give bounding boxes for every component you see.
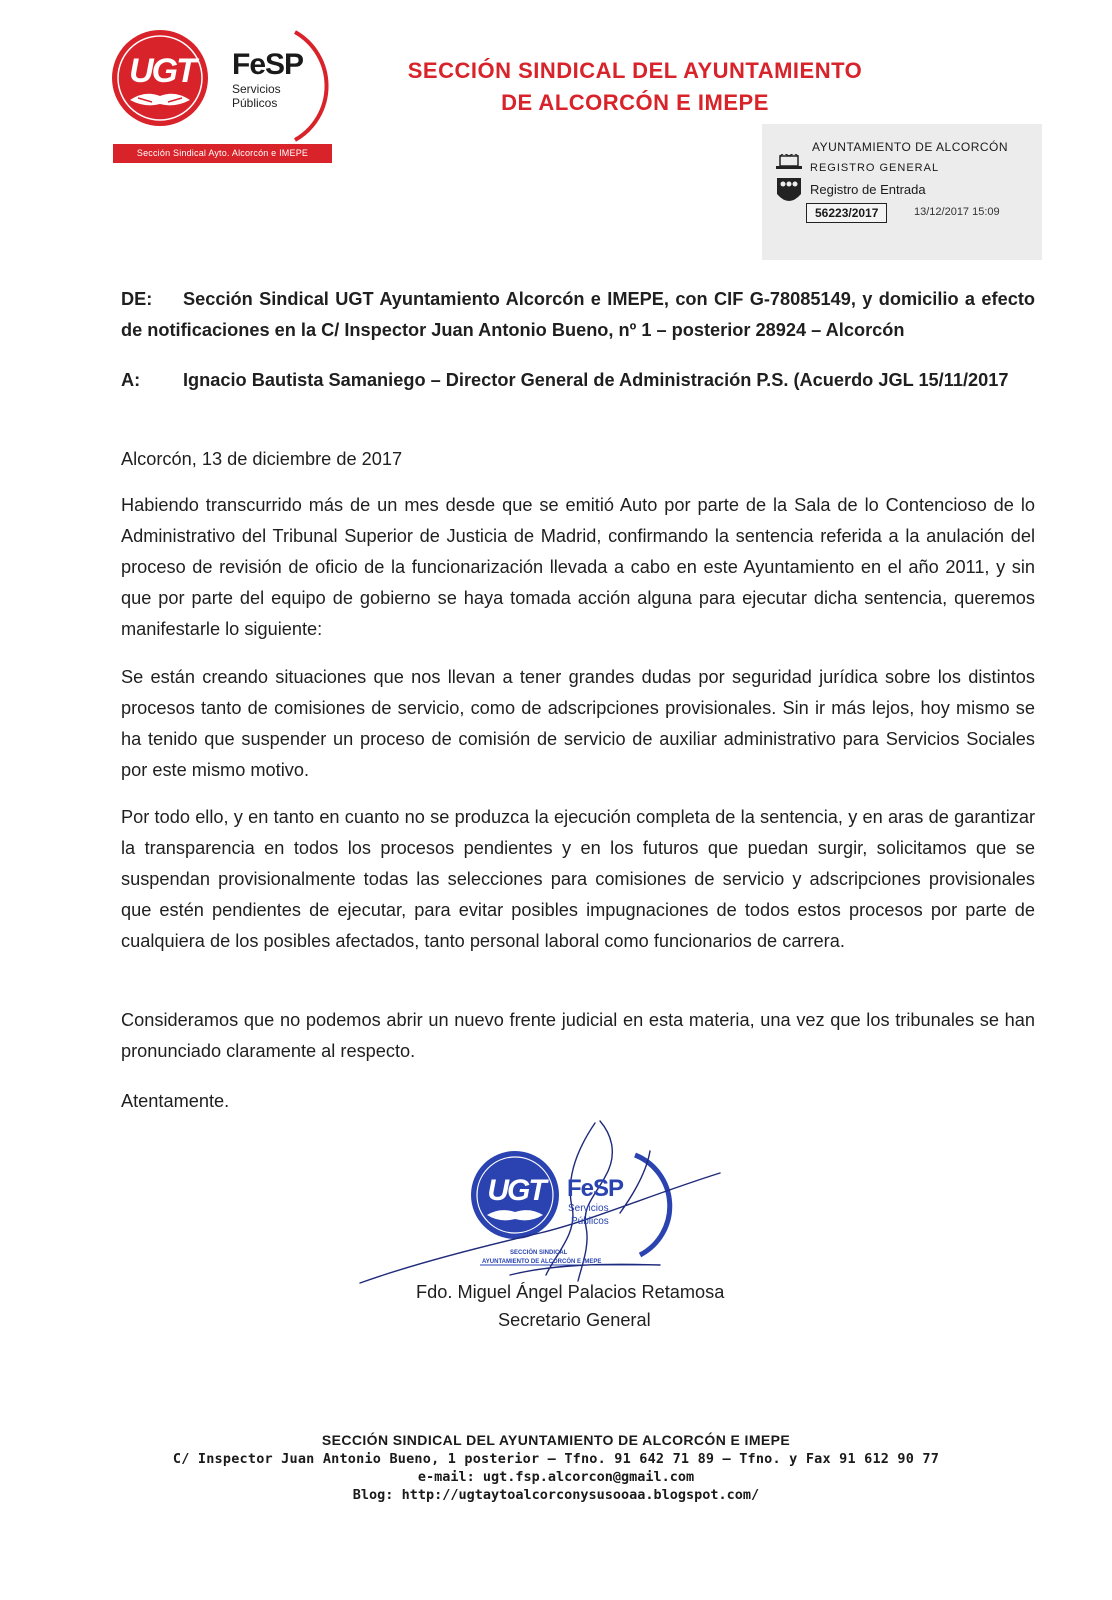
footer-blog: Blog: http://ugtaytoalcorconysusooaa.blogspot.com/ (352, 1487, 760, 1503)
from-block (121, 284, 1035, 346)
seal-strip-1: SECCIÓN SINDICAL (510, 1250, 568, 1256)
logo-strip: Sección Sindical Ayto. Alcorcón e IMEPE (113, 144, 332, 163)
stamp-entry-number: 56223/2017 (806, 203, 887, 223)
date-line: Alcorcón, 13 de diciembre de 2017 (121, 449, 403, 469)
stamp-registry: REGISTRO GENERAL (810, 162, 940, 174)
registry-stamp (762, 124, 1042, 260)
paragraph-3: Por todo ello, y en tanto en cuanto no se produzca la ejecución completa de la sentencia, y en aras de garantizar la transparencia en todos los procesos pendientes y en los futuros que puedan surgir, solicitamos que se suspendan provisionalmente todas las selecciones para comisiones de servicio y adscripciones provisionales que estén pendientes de ejecutar, para evitar posibles impugnaciones de todos estos procesos por parte de cualquiera de los posibles afectados, tanto personal laboral como funcionarios de carrera. (121, 807, 1035, 951)
stamp-entry-label: Registro de Entrada (810, 182, 926, 197)
to-block (121, 365, 1035, 396)
stamp-organization: AYUNTAMIENTO DE ALCORCÓN (812, 140, 1009, 154)
logo-ugt-text: UGT (129, 52, 195, 90)
paragraph-2: Se están creando situaciones que nos llevan a tener grandes dudas por seguridad jurídica sobre los distintos procesos tanto de comisiones de servicio, como de adscripciones provisionales. Sin ir más lejos, hoy mismo se ha tenido que suspender un proceso de comisión de servicio de auxiliar administrativo para Servicios Sociales por este mismo motivo. (121, 667, 1035, 780)
ugt-fesp-logo (110, 22, 340, 164)
logo-subtitle-2: Públicos (232, 96, 278, 110)
footer-organization: SECCIÓN SINDICAL DEL AYUNTAMIENTO DE ALCORCÓN E IMEPE (321, 1432, 791, 1448)
seal-strip-2: AYUNTAMIENTO DE ALCORCÓN E IMEPE (482, 1259, 602, 1265)
logo-fesp-text: FeSP (232, 48, 304, 81)
paragraph-4: Consideramos que no podemos abrir un nuevo frente judicial en esta materia, una vez que los tribunales se han pronunciado claramente al respecto. (121, 1010, 1035, 1061)
paragraph-1: Habiendo transcurrido más de un mes desde que se emitió Auto por parte de la Sala de lo Contencioso de lo Administrativo del Tribunal Superior de Justicia de Madrid, confirmando la sentencia referida a la anulación del proceso de revisión de oficio de la funcionarización llevada a cabo en este Ayuntamiento en el año 2011, y sin que por parte del equipo de gobierno se haya tomada acción alguna para ejecutar dicha sentencia, queremos manifestarle lo siguiente: (121, 495, 1035, 639)
to-text: Ignacio Bautista Samaniego – Director General de Administración P.S. (Acuerdo JGL 15/11/2017 (183, 370, 1009, 390)
seal-subtitle-1: Servicios (568, 1203, 609, 1214)
to-label: A: (121, 370, 141, 390)
signer-name: Fdo. Miguel Ángel Palacios Retamosa (416, 1282, 725, 1302)
header-title-line-2: DE ALCORCÓN E IMEPE (501, 90, 769, 115)
footer-email: e-mail: ugt.fsp.alcorcon@gmail.com (417, 1469, 695, 1485)
crest-icon (774, 154, 804, 210)
signer-role: Secretario General (498, 1310, 651, 1330)
header-title-line-1: SECCIÓN SINDICAL DEL AYUNTAMIENTO (407, 58, 863, 83)
closing: Atentamente. (121, 1091, 230, 1111)
stamp-datetime: 13/12/2017 15:09 (914, 206, 1000, 218)
footer-address: C/ Inspector Juan Antonio Bueno, 1 posterior – Tfno. 91 642 71 89 – Tfno. y Fax 91 612 90 77 (172, 1451, 940, 1467)
seal-ugt-text: UGT (487, 1174, 545, 1207)
seal-subtitle-2: Públicos (571, 1216, 609, 1227)
seal-fesp-text: FeSP (567, 1175, 624, 1202)
from-text: Sección Sindical UGT Ayuntamiento Alcorcón e IMEPE, con CIF G-78085149, y domicilio a efecto de notificaciones en la C/ Inspector Juan Antonio Bueno, nº 1 – posterior 28924 – Alcorcón (121, 289, 1035, 340)
logo-subtitle-1: Servicios (232, 82, 281, 96)
from-label: DE: (121, 289, 153, 309)
